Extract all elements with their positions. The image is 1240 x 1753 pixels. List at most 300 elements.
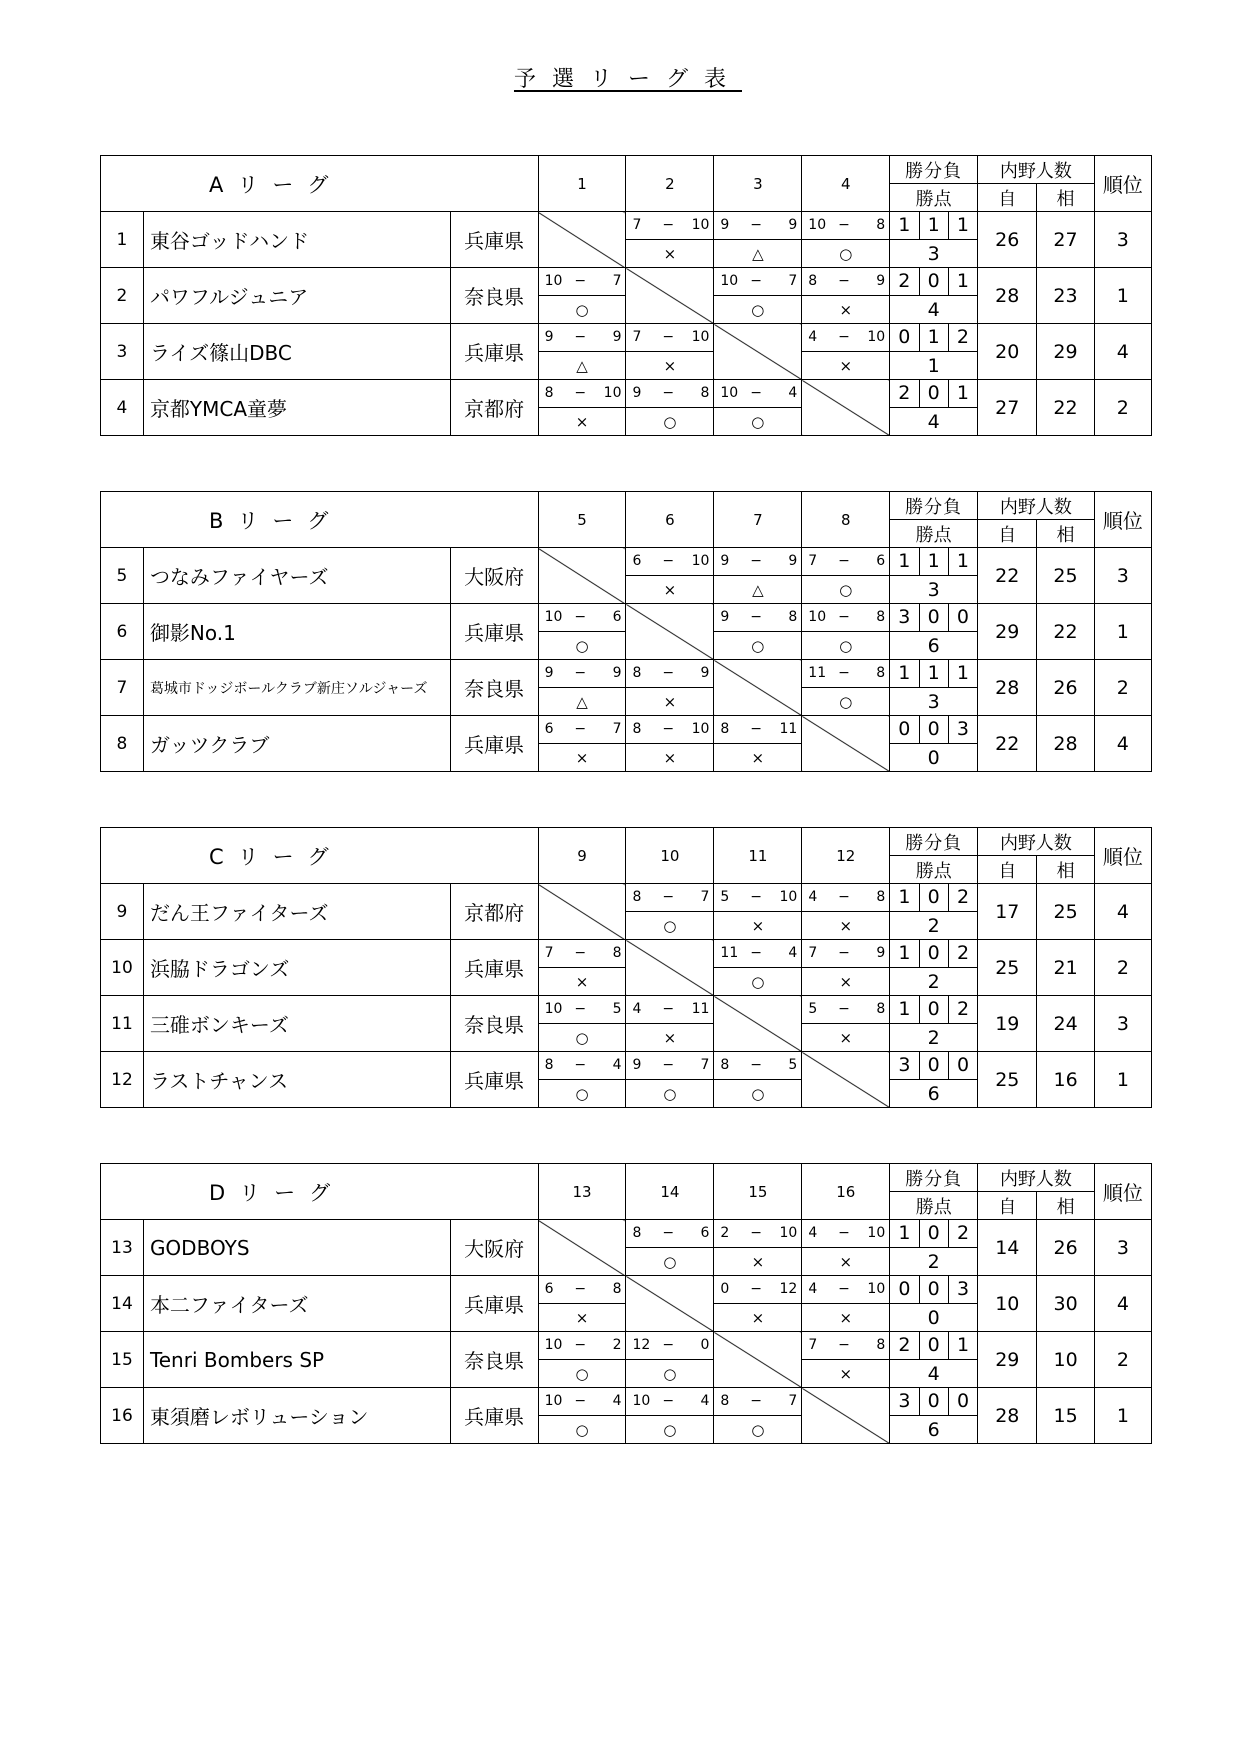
score-dash: − [574, 1001, 587, 1017]
win-points: 2 [890, 912, 978, 940]
match-score [538, 940, 626, 968]
score-opp: 7 [788, 1393, 798, 1409]
self-match-diagonal [626, 1276, 714, 1332]
table-row [101, 1052, 1152, 1080]
draws: 1 [920, 212, 949, 239]
team-prefecture: 奈良県 [450, 268, 538, 324]
score-own: 9 [544, 665, 554, 681]
infield-opp: 29 [1037, 324, 1094, 380]
score-dash: − [750, 273, 762, 289]
draws: 0 [920, 1220, 949, 1247]
table-row [101, 660, 1152, 688]
losses: 3 [956, 718, 969, 740]
match-result-mark: △ [538, 688, 626, 716]
team-rank: 4 [1094, 716, 1151, 772]
match-result-mark: ○ [626, 1360, 714, 1388]
infield-header: 内野人数 [978, 492, 1095, 520]
wins: 1 [890, 660, 919, 687]
score-dash: − [750, 609, 762, 625]
match-score [538, 324, 626, 352]
own-header: 自 [978, 520, 1037, 548]
infield-opp: 23 [1037, 268, 1094, 324]
score-own: 8 [632, 1225, 642, 1241]
match-result-mark: × [802, 1304, 890, 1332]
score-dash: − [574, 721, 587, 737]
score-own: 9 [720, 217, 730, 233]
score-own: 4 [808, 889, 818, 905]
opponent-column-header: 8 [802, 492, 890, 548]
win-points: 6 [890, 1416, 978, 1444]
wdl-record [890, 996, 978, 1024]
wdl-record [890, 1276, 978, 1304]
score-dash: − [574, 665, 587, 681]
team-name: だん王ファイターズ [143, 884, 450, 940]
win-points: 4 [890, 1360, 978, 1388]
score-dash: − [574, 1393, 587, 1409]
losses: 0 [956, 606, 969, 628]
infield-opp: 27 [1037, 212, 1094, 268]
match-result-mark: △ [714, 576, 802, 604]
match-score [538, 1052, 626, 1080]
score-own: 7 [808, 553, 818, 569]
table-row [101, 996, 1152, 1024]
infield-own: 26 [978, 212, 1037, 268]
score-own: 10 [808, 609, 827, 625]
score-dash: − [838, 217, 850, 233]
infield-own: 25 [978, 940, 1037, 996]
self-match-diagonal [626, 940, 714, 996]
opp-header: 相 [1037, 856, 1094, 884]
team-name: Tenri Bombers SP [143, 1332, 450, 1388]
match-result-mark: × [538, 408, 626, 436]
team-number: 7 [101, 660, 144, 716]
score-opp: 4 [788, 945, 798, 961]
match-score [714, 1052, 802, 1080]
infield-opp: 26 [1037, 660, 1094, 716]
score-own: 8 [720, 721, 730, 737]
match-result-mark: △ [538, 352, 626, 380]
score-dash: − [838, 1337, 850, 1353]
match-result-mark: × [714, 1304, 802, 1332]
infield-opp: 25 [1037, 884, 1094, 940]
team-prefecture: 奈良県 [450, 660, 538, 716]
score-dash: − [838, 1001, 850, 1017]
match-result-mark: × [802, 912, 890, 940]
match-score [802, 660, 890, 688]
score-own: 2 [720, 1225, 730, 1241]
score-dash: − [838, 1225, 850, 1241]
match-score [626, 660, 714, 688]
match-score [626, 884, 714, 912]
score-dash: − [574, 1281, 587, 1297]
wdl-record [890, 884, 978, 912]
score-own: 8 [632, 665, 642, 681]
losses: 2 [956, 326, 969, 348]
score-own: 9 [632, 1057, 642, 1073]
match-score [626, 1388, 714, 1416]
league-table [100, 155, 1152, 436]
score-opp: 4 [612, 1393, 622, 1409]
wins: 0 [890, 324, 919, 351]
match-result-mark: ○ [802, 632, 890, 660]
wdl-record [890, 1220, 978, 1248]
opponent-column-header: 15 [714, 1164, 802, 1220]
score-opp: 8 [876, 217, 886, 233]
infield-opp: 25 [1037, 548, 1094, 604]
score-dash: − [574, 329, 587, 345]
score-opp: 7 [700, 1057, 710, 1073]
team-number: 14 [101, 1276, 144, 1332]
infield-opp: 16 [1037, 1052, 1094, 1108]
score-dash: − [574, 945, 587, 961]
team-name: 東須磨レボリューション [143, 1388, 450, 1444]
infield-own: 22 [978, 548, 1037, 604]
wins: 2 [890, 268, 919, 295]
score-dash: − [838, 329, 850, 345]
team-name: ガッツクラブ [143, 716, 450, 772]
match-score [802, 996, 890, 1024]
team-rank: 4 [1094, 1276, 1151, 1332]
match-score [714, 212, 802, 240]
wins: 1 [890, 940, 919, 967]
match-result-mark: ○ [714, 296, 802, 324]
match-result-mark: △ [714, 240, 802, 268]
score-own: 4 [808, 329, 818, 345]
score-opp: 8 [876, 665, 886, 681]
wdl-header: 勝分負 [890, 492, 978, 520]
match-score [714, 548, 802, 576]
match-result-mark: × [802, 1360, 890, 1388]
score-dash: − [662, 217, 675, 233]
opponent-column-header: 10 [626, 828, 714, 884]
score-own: 4 [808, 1281, 818, 1297]
win-points: 2 [890, 968, 978, 996]
match-result-mark: ○ [714, 968, 802, 996]
score-opp: 8 [700, 385, 710, 401]
opponent-column-header: 3 [714, 156, 802, 212]
score-opp: 10 [867, 329, 886, 345]
team-name: GODBOYS [143, 1220, 450, 1276]
match-result-mark: × [714, 912, 802, 940]
infield-opp: 28 [1037, 716, 1094, 772]
match-score [714, 604, 802, 632]
opponent-column-header: 7 [714, 492, 802, 548]
infield-opp: 22 [1037, 380, 1094, 436]
self-match-diagonal [802, 1388, 890, 1444]
score-own: 6 [544, 721, 554, 737]
match-score [538, 1388, 626, 1416]
match-score [802, 1220, 890, 1248]
infield-own: 17 [978, 884, 1037, 940]
draws: 0 [920, 1388, 949, 1415]
losses: 2 [956, 886, 970, 908]
match-result-mark: ○ [626, 1080, 714, 1108]
match-result-mark: ○ [714, 1416, 802, 1444]
team-number: 4 [101, 380, 144, 436]
score-opp: 10 [691, 553, 710, 569]
match-result-mark: × [802, 1024, 890, 1052]
score-own: 7 [808, 945, 818, 961]
win-points: 2 [890, 1248, 978, 1276]
score-dash: − [662, 1393, 675, 1409]
score-opp: 7 [700, 889, 710, 905]
team-prefecture: 京都府 [450, 884, 538, 940]
score-own: 5 [720, 889, 730, 905]
score-own: 7 [632, 329, 642, 345]
team-number: 15 [101, 1332, 144, 1388]
wdl-record [890, 548, 978, 576]
score-dash: − [750, 1281, 762, 1297]
score-opp: 0 [700, 1337, 710, 1353]
score-dash: − [838, 665, 850, 681]
score-opp: 4 [700, 1393, 710, 1409]
wins: 1 [890, 548, 919, 575]
wins: 2 [890, 1332, 919, 1359]
score-dash: − [838, 945, 850, 961]
score-opp: 10 [867, 1281, 886, 1297]
draws: 0 [920, 884, 949, 911]
infield-opp: 21 [1037, 940, 1094, 996]
match-score [538, 1332, 626, 1360]
wdl-record [890, 324, 978, 352]
table-row [101, 324, 1152, 352]
league-table [100, 491, 1152, 772]
self-match-diagonal [538, 212, 626, 268]
score-dash: − [662, 329, 675, 345]
score-own: 9 [544, 329, 554, 345]
self-match-diagonal [714, 996, 802, 1052]
opponent-column-header: 5 [538, 492, 626, 548]
score-opp: 10 [779, 889, 798, 905]
wdl-header: 勝分負 [890, 1164, 978, 1192]
match-score [802, 212, 890, 240]
score-opp: 10 [691, 217, 710, 233]
own-header: 自 [978, 856, 1037, 884]
infield-own: 28 [978, 1388, 1037, 1444]
opponent-column-header: 9 [538, 828, 626, 884]
match-result-mark: × [626, 240, 714, 268]
score-dash: − [574, 273, 587, 289]
infield-header: 内野人数 [978, 156, 1095, 184]
draws: 0 [920, 1332, 949, 1359]
score-dash: − [750, 1057, 762, 1073]
table-row [101, 548, 1152, 576]
score-own: 7 [632, 217, 642, 233]
score-own: 10 [720, 385, 739, 401]
score-dash: − [574, 385, 587, 401]
losses: 1 [956, 382, 969, 404]
score-own: 8 [720, 1393, 730, 1409]
losses: 0 [956, 1054, 970, 1076]
infield-own: 29 [978, 1332, 1037, 1388]
match-result-mark: × [626, 576, 714, 604]
win-points: 3 [890, 688, 978, 716]
losses: 3 [956, 1278, 970, 1300]
score-own: 5 [808, 1001, 818, 1017]
score-opp: 9 [876, 273, 886, 289]
opponent-column-header: 2 [626, 156, 714, 212]
self-match-diagonal [802, 1052, 890, 1108]
opponent-column-header: 6 [626, 492, 714, 548]
score-opp: 12 [779, 1281, 798, 1297]
team-prefecture: 兵庫県 [450, 716, 538, 772]
score-own: 8 [720, 1057, 730, 1073]
losses: 2 [956, 1222, 970, 1244]
score-opp: 9 [876, 945, 886, 961]
table-row [101, 716, 1152, 744]
score-dash: − [750, 721, 762, 737]
team-rank: 3 [1094, 996, 1151, 1052]
wdl-header: 勝分負 [890, 828, 978, 856]
losses: 1 [956, 662, 969, 684]
match-score [538, 660, 626, 688]
match-score [626, 1052, 714, 1080]
score-own: 6 [632, 553, 642, 569]
team-rank: 1 [1094, 1388, 1151, 1444]
score-dash: − [662, 889, 675, 905]
match-result-mark: × [538, 968, 626, 996]
rank-header: 順位 [1094, 1164, 1151, 1220]
opponent-column-header: 16 [802, 1164, 890, 1220]
win-points: 2 [890, 1024, 978, 1052]
match-score [802, 548, 890, 576]
score-opp: 4 [612, 1057, 622, 1073]
score-dash: − [662, 1001, 675, 1017]
self-match-diagonal [802, 716, 890, 772]
score-dash: − [750, 945, 762, 961]
losses: 1 [956, 214, 969, 236]
score-dash: − [662, 385, 675, 401]
match-result-mark: × [626, 1024, 714, 1052]
team-rank: 3 [1094, 212, 1151, 268]
score-dash: − [838, 609, 850, 625]
score-opp: 6 [700, 1225, 710, 1241]
team-name: 葛城市ドッジボールクラブ新庄ソルジャーズ [143, 660, 450, 716]
score-own: 10 [544, 609, 563, 625]
score-own: 7 [808, 1337, 818, 1353]
self-match-diagonal [626, 268, 714, 324]
score-own: 0 [720, 1281, 730, 1297]
infield-opp: 10 [1037, 1332, 1094, 1388]
table-row [101, 1276, 1152, 1304]
score-own: 10 [544, 1337, 563, 1353]
infield-opp: 24 [1037, 996, 1094, 1052]
self-match-diagonal [714, 1332, 802, 1388]
draws: 0 [920, 1276, 949, 1303]
team-name: パワフルジュニア [143, 268, 450, 324]
losses: 2 [956, 942, 970, 964]
team-number: 16 [101, 1388, 144, 1444]
infield-own: 29 [978, 604, 1037, 660]
team-rank: 4 [1094, 324, 1151, 380]
match-score [538, 1276, 626, 1304]
score-own: 4 [808, 1225, 818, 1241]
match-result-mark: × [802, 352, 890, 380]
wdl-record [890, 1388, 978, 1416]
draws: 0 [920, 1052, 949, 1079]
match-score [802, 324, 890, 352]
team-name: 三碓ボンキーズ [143, 996, 450, 1052]
score-opp: 7 [612, 721, 622, 737]
match-result-mark: × [538, 1304, 626, 1332]
match-result-mark: × [714, 744, 802, 772]
win-points: 3 [890, 240, 978, 268]
team-name: 東谷ゴッドハンド [143, 212, 450, 268]
match-score [714, 716, 802, 744]
score-dash: − [838, 889, 850, 905]
score-opp: 6 [612, 609, 622, 625]
infield-opp: 15 [1037, 1388, 1094, 1444]
table-row [101, 884, 1152, 912]
team-number: 11 [101, 996, 144, 1052]
score-dash: − [574, 1057, 587, 1073]
match-result-mark: ○ [626, 1248, 714, 1276]
self-match-diagonal [538, 1220, 626, 1276]
self-match-diagonal [626, 604, 714, 660]
match-score [802, 940, 890, 968]
wins: 1 [890, 1220, 919, 1247]
team-rank: 1 [1094, 1052, 1151, 1108]
draws: 0 [920, 996, 949, 1023]
infield-header: 内野人数 [978, 828, 1095, 856]
win-points: 1 [890, 352, 978, 380]
score-dash: − [662, 553, 675, 569]
score-opp: 5 [788, 1057, 798, 1073]
score-own: 10 [632, 1393, 651, 1409]
match-score [802, 604, 890, 632]
opp-header: 相 [1037, 1192, 1094, 1220]
page-title-text: 予選リーグ表 [513, 67, 742, 92]
team-name: ラストチャンス [143, 1052, 450, 1108]
match-score [626, 212, 714, 240]
match-result-mark: ○ [538, 1024, 626, 1052]
wdl-record [890, 604, 978, 632]
wdl-record [890, 380, 978, 408]
team-prefecture: 兵庫県 [450, 212, 538, 268]
match-score [802, 1276, 890, 1304]
score-own: 9 [720, 609, 730, 625]
wins: 1 [890, 884, 919, 911]
score-dash: − [838, 1281, 850, 1297]
score-opp: 4 [788, 385, 798, 401]
infield-own: 19 [978, 996, 1037, 1052]
team-prefecture: 大阪府 [450, 548, 538, 604]
wdl-record [890, 660, 978, 688]
page-title [0, 62, 1240, 93]
team-number: 13 [101, 1220, 144, 1276]
wdl-record [890, 268, 978, 296]
team-number: 12 [101, 1052, 144, 1108]
team-prefecture: 兵庫県 [450, 324, 538, 380]
match-score [714, 268, 802, 296]
score-opp: 10 [779, 1225, 798, 1241]
league-name: Cリーグ [101, 828, 539, 884]
draws: 0 [920, 268, 949, 295]
wdl-header: 勝分負 [890, 156, 978, 184]
match-score [802, 268, 890, 296]
score-own: 8 [544, 385, 554, 401]
match-result-mark: ○ [538, 296, 626, 324]
match-result-mark: ○ [626, 408, 714, 436]
score-opp: 8 [612, 945, 622, 961]
score-dash: − [838, 273, 850, 289]
score-opp: 8 [876, 1337, 886, 1353]
team-name: 浜脇ドラゴンズ [143, 940, 450, 996]
table-row [101, 1332, 1152, 1360]
win-points: 0 [890, 744, 978, 772]
points-header: 勝点 [890, 520, 978, 548]
match-score [714, 1220, 802, 1248]
